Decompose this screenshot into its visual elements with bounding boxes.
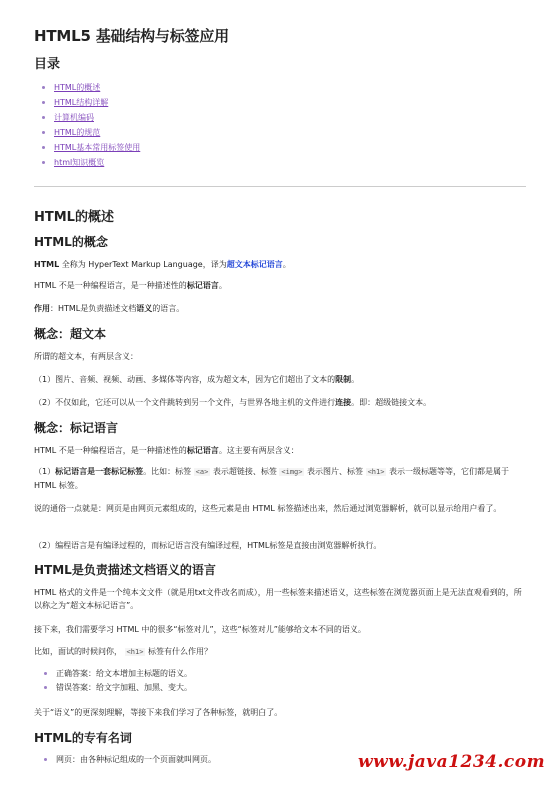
toc-item[interactable] bbox=[34, 155, 140, 170]
paragraph: （2）编程语言是有编译过程的，而标记语言没有编译过程，HTML标签是直接由浏览器解析执行。 bbox=[34, 541, 382, 550]
paragraph: 所谓的超文本，有两层含义： bbox=[34, 352, 138, 361]
toc-item[interactable] bbox=[34, 95, 140, 110]
table-of-contents bbox=[34, 80, 140, 170]
paragraph: （2）不仅如此，它还可以从一个文件跳转到另一个文件，与世界各地主机的文件进行连接。即：超级链接文本。 bbox=[34, 398, 432, 407]
toc-link-structure[interactable]: HTML结构详解 bbox=[54, 98, 109, 107]
watermark: www.java1234.com bbox=[358, 752, 546, 772]
page-title: HTML5 基础结构与标签应用 bbox=[34, 27, 229, 45]
toc-item[interactable] bbox=[34, 140, 140, 155]
paragraph: 比如，面试的时候问你， <h1> 标签有什么作用？ bbox=[34, 647, 212, 656]
paragraph: 说的通俗一点就是：网页是由网页元素组成的，这些元素是由 HTML 标签描述出来，然后通过浏览器解析，就可以显示给用户看了。 bbox=[34, 504, 502, 513]
paragraph: 接下来，我们需要学习 HTML 中的很多“标签对儿”，这些“标签对儿”能够给文本不同的语义。 bbox=[34, 625, 366, 634]
toc-link-overview[interactable]: HTML的概述 bbox=[54, 83, 101, 92]
heading-semantics: HTML是负责描述文档语义的语言 bbox=[34, 563, 216, 577]
toc-item[interactable] bbox=[34, 110, 140, 125]
paragraph: HTML 不是一种编程语言，是一种描述性的标记语言。这主要有两层含义： bbox=[34, 446, 299, 455]
paragraph: HTML 格式的文件是一个纯本文文件（就是用txt文件改名而成），用一些标签来描述语义，这些标签在浏览器页面上是无法直观看到的，所以称之为“超文本标记语言”。 bbox=[34, 588, 522, 610]
toc-item[interactable] bbox=[34, 80, 140, 95]
list-item: 正确答案：给文本增加主标题的语义。 bbox=[34, 667, 192, 681]
section-divider bbox=[34, 186, 526, 187]
section-heading-overview: HTML的概述 bbox=[34, 210, 114, 225]
toc-link-encoding[interactable]: 计算机编码 bbox=[54, 113, 94, 122]
toc-item[interactable] bbox=[34, 125, 140, 140]
paragraph: 作用：HTML是负责描述文档语义的语言。 bbox=[34, 304, 185, 313]
paragraph: HTML 全称为 HyperText Markup Language，译为超文本标记语言。 bbox=[34, 260, 291, 269]
toc-link-tags[interactable]: HTML基本常用标签使用 bbox=[54, 143, 141, 152]
heading-hypertext: 概念：超文本 bbox=[34, 327, 107, 341]
paragraph: 关于“语义”的更深刻理解，等接下来我们学习了各种标签，就明白了。 bbox=[34, 708, 283, 717]
list-item: 错误答案：给文字加粗、加黑、变大。 bbox=[34, 681, 192, 695]
paragraph: （1）标记语言是一套标记标签。比如：标签 <a> 表示超链接、标签 <img> 表示图片、标签 <h1> 表示一级标题等等，它们都是属于 HTML 标签。 bbox=[34, 467, 509, 490]
toc-link-knowledge[interactable]: html知识概览 bbox=[54, 158, 105, 167]
list-item: 网页：由各种标记组成的一个页面就叫网页。 bbox=[34, 753, 216, 767]
toc-link-spec[interactable]: HTML的规范 bbox=[54, 128, 101, 137]
toc-heading: 目录 bbox=[34, 57, 61, 72]
paragraph: HTML 不是一种编程语言，是一种描述性的标记语言。 bbox=[34, 281, 227, 290]
heading-html-concept: HTML的概念 bbox=[34, 235, 108, 249]
heading-terms: HTML的专有名词 bbox=[34, 731, 132, 745]
terms-list bbox=[34, 753, 216, 767]
paragraph: （1）图片、音频、视频、动画、多媒体等内容，成为超文本，因为它们超出了文本的限制。 bbox=[34, 375, 360, 384]
heading-markup-language: 概念：标记语言 bbox=[34, 421, 119, 435]
answer-list bbox=[34, 667, 192, 695]
